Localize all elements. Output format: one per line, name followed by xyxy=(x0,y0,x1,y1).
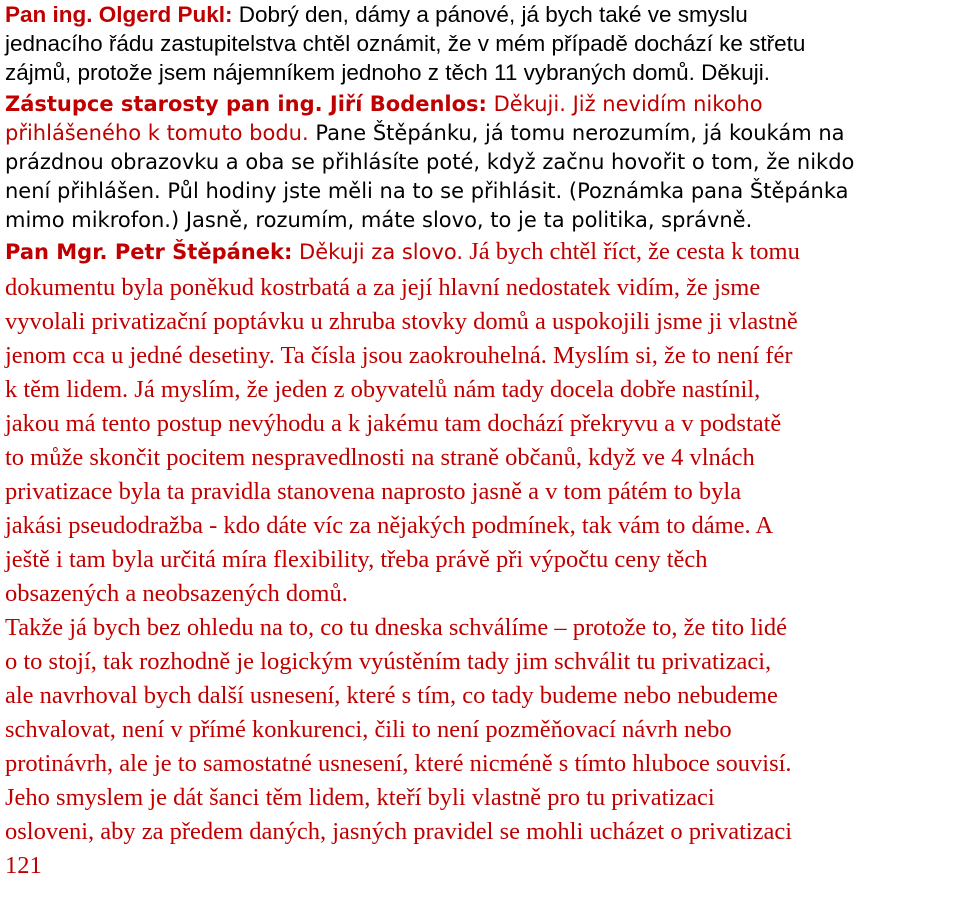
speech-line xyxy=(5,119,955,148)
speech-text: Děkuji. Již nevidím nikoho xyxy=(486,92,763,116)
speech-line: jakou má tento postup nevýhodu a k jakému tam dochází překryvu a v podstatě xyxy=(5,410,782,437)
speech-line: zájmů, protože jsem nájemníkem jednoho z těch 11 vybraných domů. Děkuji. xyxy=(5,60,770,85)
speech-line: to může skončit pocitem nespravedlnosti na straně občanů, když ve 4 vlnách xyxy=(5,444,755,471)
speech-text: přihlášeného k tomuto bodu. xyxy=(5,121,309,145)
speech-text: Já bych chtěl říct, že cesta k tomu xyxy=(463,238,800,265)
speech-line: není přihlášen. Půl hodiny jste měli na to se přihlásit. (Poznámka pana Štěpánka xyxy=(5,179,849,203)
speech-line: mimo mikrofon.) Jasně, rozumím, máte slovo, to je ta politika, správně. xyxy=(5,208,753,232)
speech-line: obsazených a neobsazených domů. xyxy=(5,580,348,607)
speech-line: k těm lidem. Já myslím, že jeden z obyvatelů nám tady docela dobře nastínil, xyxy=(5,376,761,403)
speech-stepanek xyxy=(5,235,955,611)
speech-line: o to stojí, tak rozhodně je logickým vyústěním tady jim schválit tu privatizaci, xyxy=(5,648,772,675)
page-number: 121 xyxy=(5,852,42,879)
speaker-name: Pan ing. Olgerd Pukl: xyxy=(5,2,233,27)
speech-text: Dobrý den, dámy a pánové, já bych také ve smyslu xyxy=(232,2,748,27)
speech-pukl xyxy=(5,0,955,87)
speech-line: privatizace byla ta pravidla stanovena naprosto jasně a v tom pátém to byla xyxy=(5,478,742,505)
speech-line: Takže já bych bez ohledu na to, co tu dneska schválíme – protože to, že tito lidé xyxy=(5,614,788,641)
speech-line: dokumentu byla poněkud kostrbatá a za její hlavní nedostatek vidím, že jsme xyxy=(5,274,761,301)
speech-line: jednacího řádu zastupitelstva chtěl oznámit, že v mém případě dochází ke střetu xyxy=(5,31,806,56)
speech-line: vyvolali privatizační poptávku u zhruba stovky domů a uspokojili jsme ji vlastně xyxy=(5,308,798,335)
speech-line: ještě i tam byla určitá míra flexibility, třeba právě při výpočtu ceny těch xyxy=(5,546,708,573)
speech-line: jakási pseudodražba - kdo dáte víc za nějakých podmínek, tak vám to dáme. A xyxy=(5,512,774,539)
speech-line xyxy=(5,235,955,271)
speech-text: Pane Štěpánku, já tomu nerozumím, já koukám na xyxy=(308,121,845,145)
speech-line: ale navrhoval bych další usnesení, které s tím, co tady budeme nebo nebudeme xyxy=(5,682,778,709)
speech-line: protinávrh, ale je to samostatné usnesení, které nicméně s tímto hluboce souvisí. xyxy=(5,750,792,777)
speech-line: jenom cca u jedné desetiny. Ta čísla jsou zaokrouhelná. Myslím si, že to není fér xyxy=(5,342,793,369)
speech-line: schvalovat, není v přímé konkurenci, čili to není pozměňovací návrh nebo xyxy=(5,716,732,743)
speech-line xyxy=(5,0,955,29)
speech-line: Jeho smyslem je dát šanci těm lidem, kteří byli vlastně pro tu privatizaci xyxy=(5,784,715,811)
speaker-name: Pan Mgr. Petr Štěpánek: xyxy=(5,240,293,264)
document-page xyxy=(5,0,955,883)
speech-line: prázdnou obrazovku a oba se přihlásíte poté, když začnu hovořit o tom, že nikdo xyxy=(5,150,855,174)
speech-text: Děkuji za slovo. xyxy=(292,240,464,264)
speech-bodenlos xyxy=(5,90,955,235)
speaker-name: Zástupce starosty pan ing. Jiří Bodenlos: xyxy=(5,92,487,116)
speech-continuation xyxy=(5,611,955,883)
speech-line xyxy=(5,90,955,119)
speech-line: osloveni, aby za předem daných, jasných pravidel se mohli ucházet o privatizaci xyxy=(5,818,793,845)
